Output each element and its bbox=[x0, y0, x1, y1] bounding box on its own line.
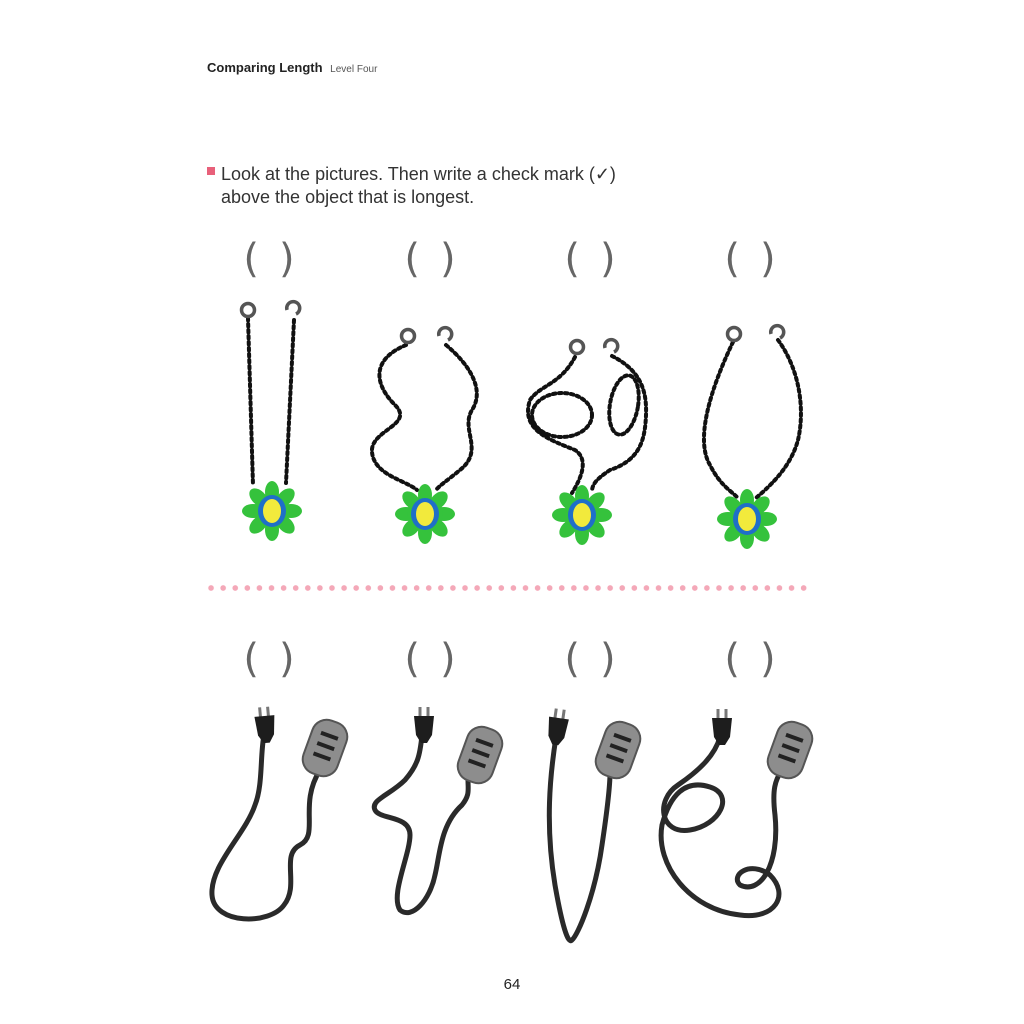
close-paren: ) bbox=[440, 636, 458, 682]
open-paren: ( bbox=[243, 636, 261, 682]
answer-box-necklace-4[interactable] bbox=[706, 236, 796, 282]
bullet-icon bbox=[207, 167, 215, 175]
answer-box-necklace-2[interactable] bbox=[386, 236, 476, 282]
open-paren: ( bbox=[564, 636, 582, 682]
answer-box-cord-1[interactable] bbox=[225, 636, 315, 682]
necklace-1 bbox=[242, 302, 303, 541]
level-label: Level Four bbox=[330, 64, 378, 75]
extension-cord-3 bbox=[545, 708, 644, 941]
open-paren: ( bbox=[724, 636, 742, 682]
instruction-line-1: Look at the pictures. Then write a check mark (✓) bbox=[221, 164, 616, 184]
instruction-line-2: above the object that is longest. bbox=[221, 187, 475, 207]
page-title: Comparing Length bbox=[207, 60, 323, 75]
close-paren: ) bbox=[760, 236, 778, 282]
extension-cord-4 bbox=[661, 709, 816, 916]
necklace-4 bbox=[704, 326, 801, 549]
answer-box-cord-3[interactable] bbox=[546, 636, 636, 682]
cords-row bbox=[200, 695, 820, 955]
answer-box-cord-4[interactable] bbox=[706, 636, 796, 682]
open-paren: ( bbox=[243, 236, 261, 282]
open-paren: ( bbox=[564, 236, 582, 282]
answer-box-necklace-1[interactable] bbox=[225, 236, 315, 282]
open-paren: ( bbox=[724, 236, 742, 282]
answer-box-cord-2[interactable] bbox=[386, 636, 476, 682]
answer-box-necklace-3[interactable] bbox=[546, 236, 636, 282]
instruction bbox=[207, 163, 616, 209]
extension-cord-2 bbox=[374, 707, 506, 913]
open-paren: ( bbox=[404, 636, 422, 682]
dotted-divider bbox=[205, 585, 810, 591]
close-paren: ) bbox=[440, 236, 458, 282]
close-paren: ) bbox=[279, 636, 297, 682]
open-paren: ( bbox=[404, 236, 422, 282]
close-paren: ) bbox=[600, 236, 618, 282]
extension-cord-1 bbox=[212, 706, 352, 919]
close-paren: ) bbox=[760, 636, 778, 682]
close-paren: ) bbox=[600, 636, 618, 682]
necklace-2 bbox=[372, 328, 477, 544]
page-number: 64 bbox=[503, 976, 521, 993]
page-header bbox=[207, 60, 377, 75]
close-paren: ) bbox=[279, 236, 297, 282]
necklaces-row bbox=[200, 290, 820, 560]
necklace-3 bbox=[528, 340, 646, 545]
